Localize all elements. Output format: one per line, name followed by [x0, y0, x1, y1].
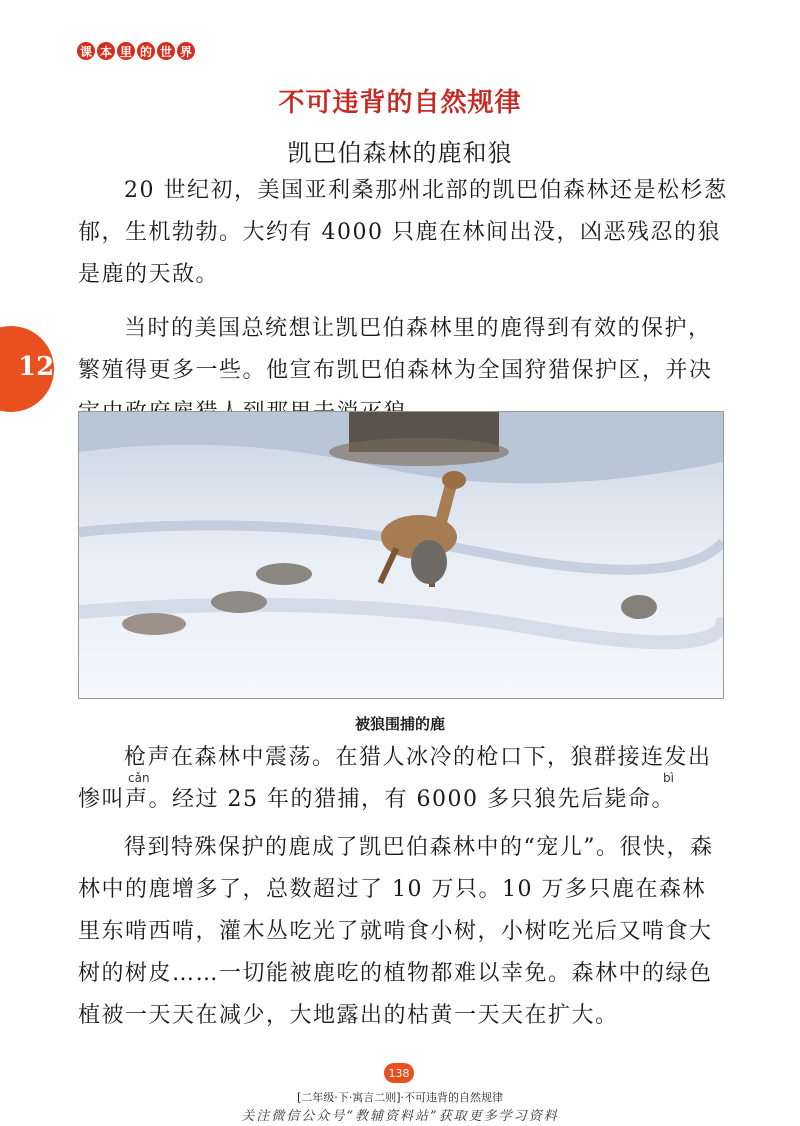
pinyin-bi: bì — [663, 771, 674, 785]
badge-char: 的 — [137, 42, 155, 60]
badge-char: 里 — [117, 42, 135, 60]
page-number: 138 — [384, 1063, 414, 1083]
chapter-number: 12 — [18, 352, 55, 382]
badge-char: 界 — [177, 42, 195, 60]
paragraph: 当时的美国总统想让凯巴伯森林里的鹿得到有效的保护，繁殖得更多一些。他宣布凯巴伯森林为全国狩猎保护区，并决 — [78, 316, 713, 383]
pinyin-can: cǎn — [128, 771, 150, 785]
badge-char: 课 — [77, 42, 95, 60]
paragraph: 枪声在森林中震荡。在猎人冰冷的枪口下，狼群接连发出惨叫声。经过 25 年的猎捕，有 6000 多只狼先后毙命。 — [78, 745, 712, 812]
badge-char: 世 — [157, 42, 175, 60]
section-badge — [77, 42, 195, 60]
paragraph: 得到特殊保护的鹿成了凯巴伯森林中的“宠儿”。很快，森林中的鹿增多了，总数超过了 10 万只。10 万多只鹿在森林里东啃西啃，灌木丛吃光了就啃食小树，小树吃光后又啃食大树的树皮……一切能被鹿吃的植物都难以幸免。森林中的绿色植被一天天在减少，大地露出的枯黄一天天在扩大。 — [78, 835, 714, 1028]
page-subtitle: 凯巴伯森林的鹿和狼 — [287, 139, 513, 167]
snow-scene-illustration — [79, 412, 723, 698]
page-title: 不可违背的自然规律 — [278, 88, 522, 118]
badge-char: 本 — [97, 42, 115, 60]
body-text-bottom — [78, 737, 728, 1037]
body-text-top — [78, 170, 728, 434]
paragraph: 20 世纪初，美国亚利桑那州北部的凯巴伯森林还是松杉葱郁，生机勃勃。大约有 4000 只鹿在林间出没，凶恶残忍的狼是鹿的天敌。 — [78, 178, 728, 287]
photo-caption: 被狼围捕的鹿 — [354, 715, 445, 733]
watermark-text: 关注微信公众号“教辅资料站”获取更多学习资料 — [241, 1109, 559, 1124]
photo-deer-wolves — [78, 411, 724, 699]
page-footer: [二年级·下·寓言二则]·不可违背的自然规律 — [296, 1091, 504, 1104]
